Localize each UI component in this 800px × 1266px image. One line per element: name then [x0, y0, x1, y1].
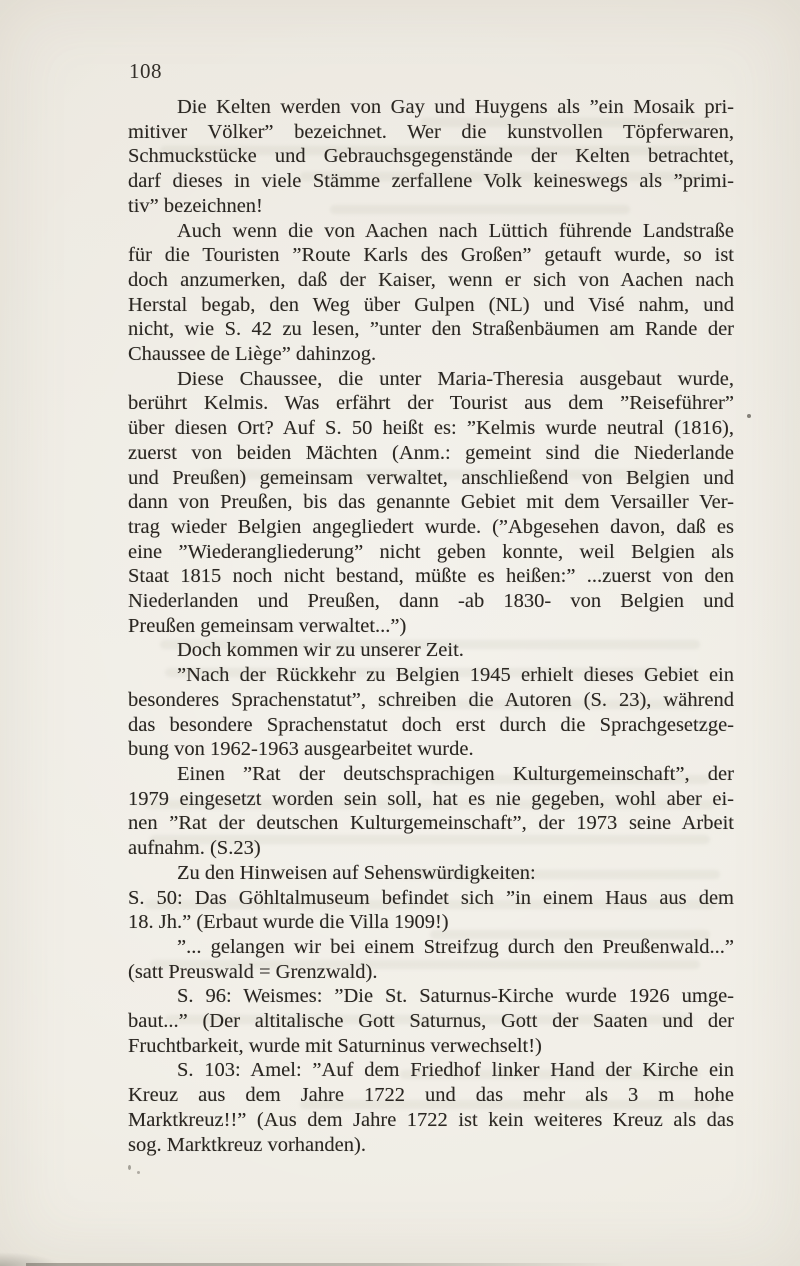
text-line: nen ”Rat der deutschen Kulturgemeinschaft”, der 1973 seine Arbeit: [128, 812, 734, 835]
text-line: baut...” (Der altitalische Gott Saturnus, Gott der Saaten und der: [128, 1010, 734, 1033]
text-line: Marktkreuz!!” (Aus dem Jahre 1722 ist kein weiteres Kreuz als das: [128, 1108, 734, 1131]
text-line: und Preußen) gemeinsam verwaltet, anschließend von Belgien und: [128, 466, 734, 489]
text-line: Preußen gemeinsam verwaltet...”): [128, 614, 407, 637]
text-line: eine ”Wiederangliederung” nicht geben konnte, weil Belgien als: [128, 540, 734, 563]
text-line: darf dieses in viele Stämme zerfallene Volk keineswegs als ”primi-: [128, 170, 734, 193]
text-line: Fruchtbarkeit, wurde mit Saturninus verwechselt!): [128, 1034, 542, 1057]
page-body-text: [128, 95, 734, 1157]
text-line: 1979 eingesetzt worden sein soll, hat es nie gegeben, wohl aber ei-: [128, 787, 734, 810]
scan-speck: [128, 1165, 131, 1170]
text-line: Kreuz aus dem Jahre 1722 und das mehr als 3 m hohe: [128, 1084, 734, 1107]
scan-corner-shade: [0, 1252, 60, 1266]
text-line: ”... gelangen wir bei einem Streifzug durch den Preußenwald...”: [177, 935, 734, 958]
scan-speck: [747, 414, 751, 418]
text-line: S. 96: Weismes: ”Die St. Saturnus-Kirche wurde 1926 umge-: [177, 985, 734, 1008]
text-line: S. 103: Amel: ”Auf dem Friedhof linker Hand der Kirche ein: [177, 1059, 734, 1082]
text-line: Chaussee de Liège” dahinzog.: [128, 343, 377, 366]
text-line: Staat 1815 noch nicht bestand, müßte es heißen:” ...zuerst von den: [128, 565, 734, 588]
text-line: ”Nach der Rückkehr zu Belgien 1945 erhielt dieses Gebiet ein: [177, 664, 734, 687]
text-line: Doch kommen wir zu unserer Zeit.: [177, 639, 464, 662]
text-line: berührt Kelmis. Was erfährt der Tourist aus dem ”Reiseführer”: [128, 392, 734, 415]
text-line: aufnahm. (S.23): [128, 837, 261, 860]
text-line: mitiver Völker” bezeichnet. Wer die kunstvollen Töpferwaren,: [128, 120, 734, 143]
text-line: dann von Preußen, bis das genannte Gebiet mit dem Versailler Ver-: [128, 491, 734, 514]
page-number: 108: [129, 59, 162, 83]
scan-speck: [137, 1171, 140, 1174]
text-line: Niederlanden und Preußen, dann -ab 1830- von Belgien und: [128, 590, 734, 613]
text-line: zuerst von beiden Mächten (Anm.: gemeint sind die Niederlande: [128, 441, 734, 464]
text-line: doch anzumerken, daß der Kaiser, wenn er sich von Aachen nach: [128, 268, 734, 291]
text-line: Auch wenn die von Aachen nach Lüttich führende Landstraße: [177, 219, 734, 242]
text-line: Diese Chaussee, die unter Maria-Theresia ausgebaut wurde,: [177, 367, 734, 390]
text-line: (satt Preuswald = Grenzwald).: [128, 960, 378, 983]
text-line: Schmuckstücke und Gebrauchsgegenstände der Kelten betrachtet,: [128, 145, 734, 168]
text-line: Herstal begab, den Weg über Gulpen (NL) und Visé nahm, und: [128, 293, 734, 316]
text-line: bung von 1962-1963 ausgearbeitet wurde.: [128, 738, 474, 761]
text-line: das besondere Sprachenstatut doch erst durch die Sprachgesetzge-: [128, 713, 734, 736]
text-line: trag wieder Belgien angegliedert wurde. (”Abgesehen davon, daß es: [128, 515, 734, 538]
text-line: S. 50: Das Göhltalmuseum befindet sich ”in einem Haus aus dem: [128, 886, 734, 909]
text-line: für die Touristen ”Route Karls des Großen” getauft wurde, so ist: [128, 244, 734, 267]
text-line: Die Kelten werden von Gay und Huygens als ”ein Mosaik pri-: [177, 96, 734, 118]
text-line: Einen ”Rat der deutschsprachigen Kulturgemeinschaft”, der: [177, 762, 734, 785]
text-line: Zu den Hinweisen auf Sehenswürdigkeiten:: [177, 861, 536, 884]
text-line: besonderes Sprachenstatut”, schreiben die Autoren (S. 23), während: [128, 688, 734, 711]
text-line: über diesen Ort? Auf S. 50 heißt es: ”Kelmis wurde neutral (1816),: [128, 417, 734, 440]
text-line: sog. Marktkreuz vorhanden).: [128, 1133, 366, 1156]
text-line: 18. Jh.” (Erbaut wurde die Villa 1909!): [128, 911, 449, 934]
text-line: nicht, wie S. 42 zu lesen, ”unter den Straßenbäumen am Rande der: [128, 318, 734, 341]
text-line: tiv” bezeichnen!: [128, 194, 263, 217]
